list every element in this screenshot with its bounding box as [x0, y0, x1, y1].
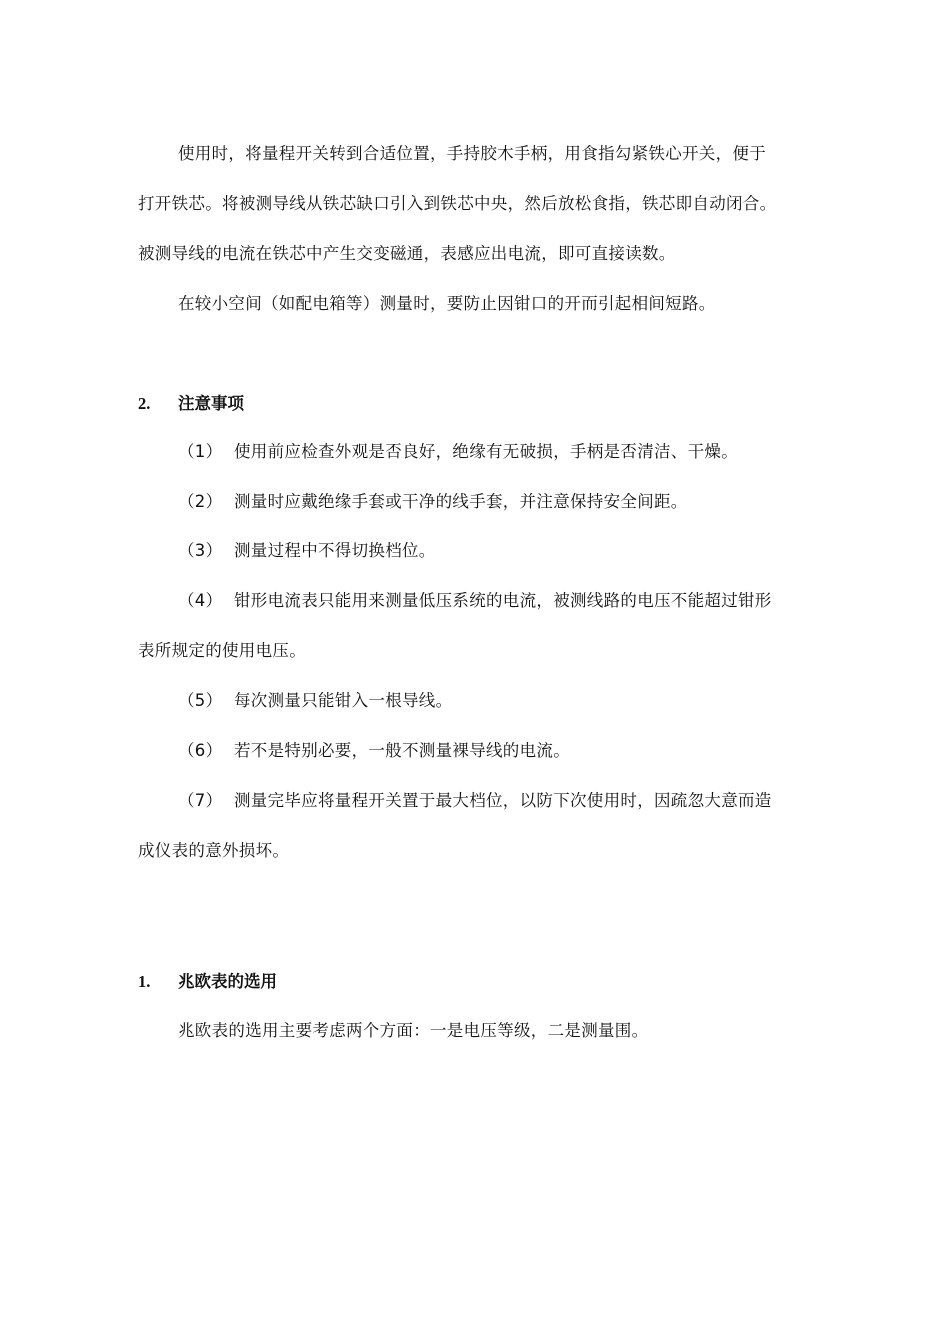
list-item-text: 测量过程中不得切换档位。: [234, 541, 436, 560]
list-item: [178, 791, 772, 811]
list-item-label: （1）: [178, 442, 223, 461]
list-item: [178, 492, 688, 512]
section-number: 1.: [138, 972, 151, 991]
section-heading-notes: [138, 394, 244, 414]
section-heading-megger: [138, 972, 277, 992]
list-item-label: （7）: [178, 791, 223, 810]
usage-paragraph-line-1: 使用时，将量程开关转到合适位置，手持胶木手柄，用食指勾紧铁心开关，便于: [178, 144, 766, 163]
list-item-text: 测量时应戴绝缘手套或干净的线手套，并注意保持安全间距。: [234, 492, 688, 511]
list-item-label: （4）: [178, 591, 223, 610]
list-item: [178, 691, 452, 711]
list-item-label: （3）: [178, 541, 223, 560]
list-item-text: 每次测量只能钳入一根导线。: [234, 691, 453, 710]
usage-paragraph-line-3: 被测导线的电流在铁芯中产生交变磁通，表感应出电流，即可直接读数。: [138, 244, 676, 263]
section-title: 注意事项: [178, 394, 244, 413]
list-item-text: 钳形电流表只能用来测量低压系统的电流，被测线路的电压不能超过钳形: [234, 591, 772, 610]
usage-paragraph-2: 在较小空间（如配电箱等）测量时，要防止因钳口的开而引起相间短路。: [178, 294, 716, 313]
usage-paragraph-line-2: 打开铁芯。将被测导线从铁芯缺口引入到铁芯中央，然后放松食指，铁芯即自动闭合。: [138, 194, 777, 213]
list-item-text: 若不是特别必要，一般不测量裸导线的电流。: [234, 741, 570, 760]
list-item: [178, 591, 772, 611]
list-item-text: 使用前应检查外观是否良好，绝缘有无破损，手柄是否清洁、干燥。: [234, 442, 738, 461]
list-item-label: （2）: [178, 492, 223, 511]
list-item-text: 测量完毕应将量程开关置于最大档位，以防下次使用时，因疏忽大意而造: [234, 791, 772, 810]
megger-paragraph: 兆欧表的选用主要考虑两个方面：一是电压等级，二是测量围。: [178, 1021, 649, 1040]
list-item-continuation: 成仪表的意外损坏。: [138, 841, 290, 860]
list-item-continuation: 表所规定的使用电压。: [138, 641, 306, 660]
list-item: [178, 442, 738, 462]
section-number: 2.: [138, 394, 151, 413]
list-item: [178, 741, 570, 761]
list-item-label: （6）: [178, 741, 223, 760]
list-item: [178, 541, 436, 561]
section-title: 兆欧表的选用: [178, 972, 277, 991]
list-item-label: （5）: [178, 691, 223, 710]
